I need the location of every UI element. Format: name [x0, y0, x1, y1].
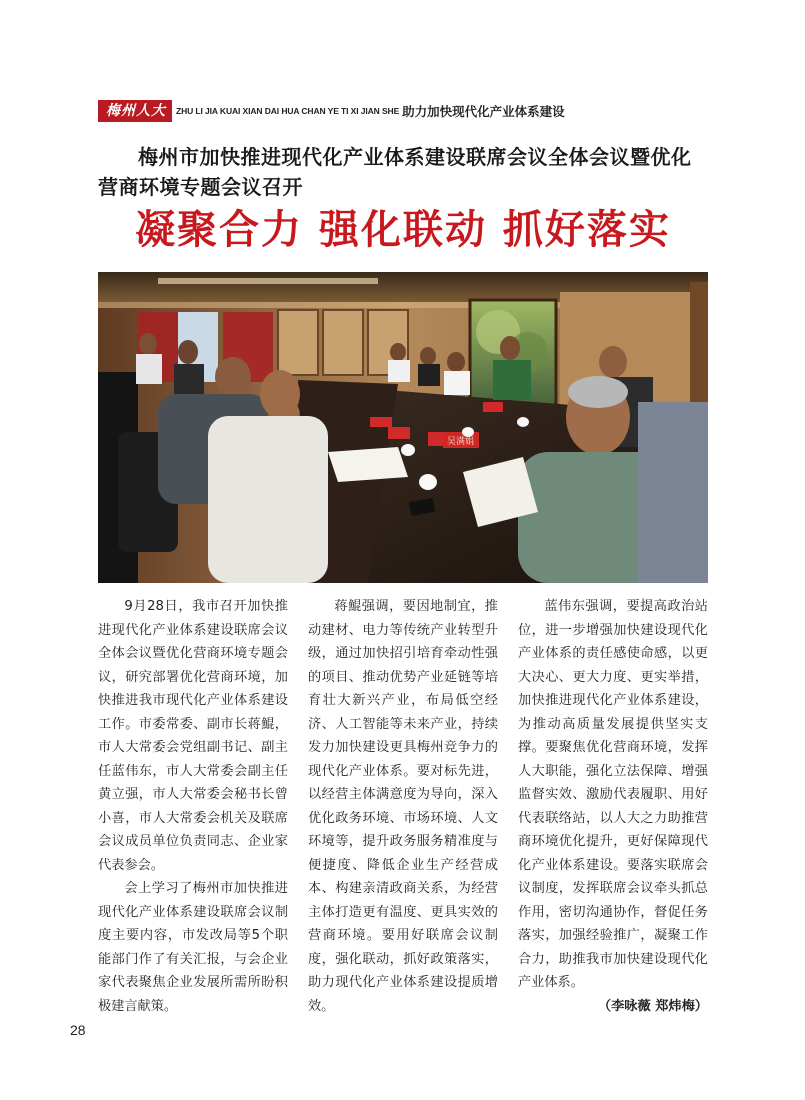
magazine-logo: 梅州人大	[98, 100, 172, 122]
meeting-photo	[98, 272, 708, 583]
article-headline: 凝聚合力 强化联动 抓好落实	[135, 206, 671, 253]
nameplate-label: 吴满娟	[447, 437, 475, 447]
article-column-1	[98, 595, 288, 1018]
section-pinyin: ZHU LI JIA KUAI XIAN DAI HUA CHAN YE TI XI JIAN SHE	[176, 106, 400, 116]
article-byline: （李咏薇 郑炜梅）	[597, 998, 708, 1014]
page-number: 28	[70, 1022, 86, 1038]
article-paragraph: 9月28日，我市召开加快推进现代化产业体系建设联席会议全体会议暨优化营商环境专题会议，研究部署优化营商环境，加快推进我市现代化产业体系建设工作。市委常委、副市长蒋鯤，市人大常委会党组副书记、副主任蓝伟东，市人大常委会副主任黄立强，市人大常委会秘书长曾小喜，市人大常委会机关及联席会议成员单位负责同志、企业家代表参会。	[98, 599, 288, 873]
article-column-3	[518, 595, 708, 1018]
article-paragraph: 会上学习了梅州市加快推进现代化产业体系建设联席会议制度主要内容，市发改局等5个职能部门作了有关汇报，与会企业家代表聚焦企业发展所需所盼积极建言献策。	[98, 881, 288, 1014]
article-paragraph: 蓝伟东强调，要提高政治站位，进一步增强加快建设现代化产业体系的责任感使命感，以更大决心、更大力度、更实举措，加快推进现代化产业体系建设，为推动高质量发展提供坚实支撑。要聚焦优化营商环境，发挥人大职能，强化立法保障、增强监督实效、激励代表履职、用好代表联络站，以人大之力助推营商环境优化提升，更好保障现代化产业体系建设。要落实联席会议制度，发挥联席会议牵头抓总作用，密切沟通协作，督促任务落实，加强经验推广，凝聚工作合力，助推我市加快建设现代化产业体系。	[518, 599, 708, 990]
section-title: 助力加快现代化产业体系建设	[402, 104, 565, 119]
article-paragraph: 蒋鯤强调，要因地制宜，推动建材、电力等传统产业转型升级，通过加快招引培育牵动性强的项目、推动优势产业延链等培育壮大新兴产业，布局低空经济、人工智能等未来产业，持续发力加快建设更具梅州竞争力的现代化产业体系。要对标先进，以经营主体满意度为导向，深入优化政务环境、市场环境、人文环境等，提升政务服务精准度与便捷度、降低企业生产经营成本、构建亲清政商关系，为经营主体打造更有温度、更具实效的营商环境。要用好联席会议制度，强化联动，抓好政策落实，助力现代化产业体系建设提质增效。	[308, 599, 498, 1014]
section-header	[98, 100, 565, 122]
article-title: 梅州市加快推进现代化产业体系建设联席会议全体会议暨优化营商环境专题会议召开	[98, 145, 692, 199]
article-column-2	[308, 595, 498, 1018]
